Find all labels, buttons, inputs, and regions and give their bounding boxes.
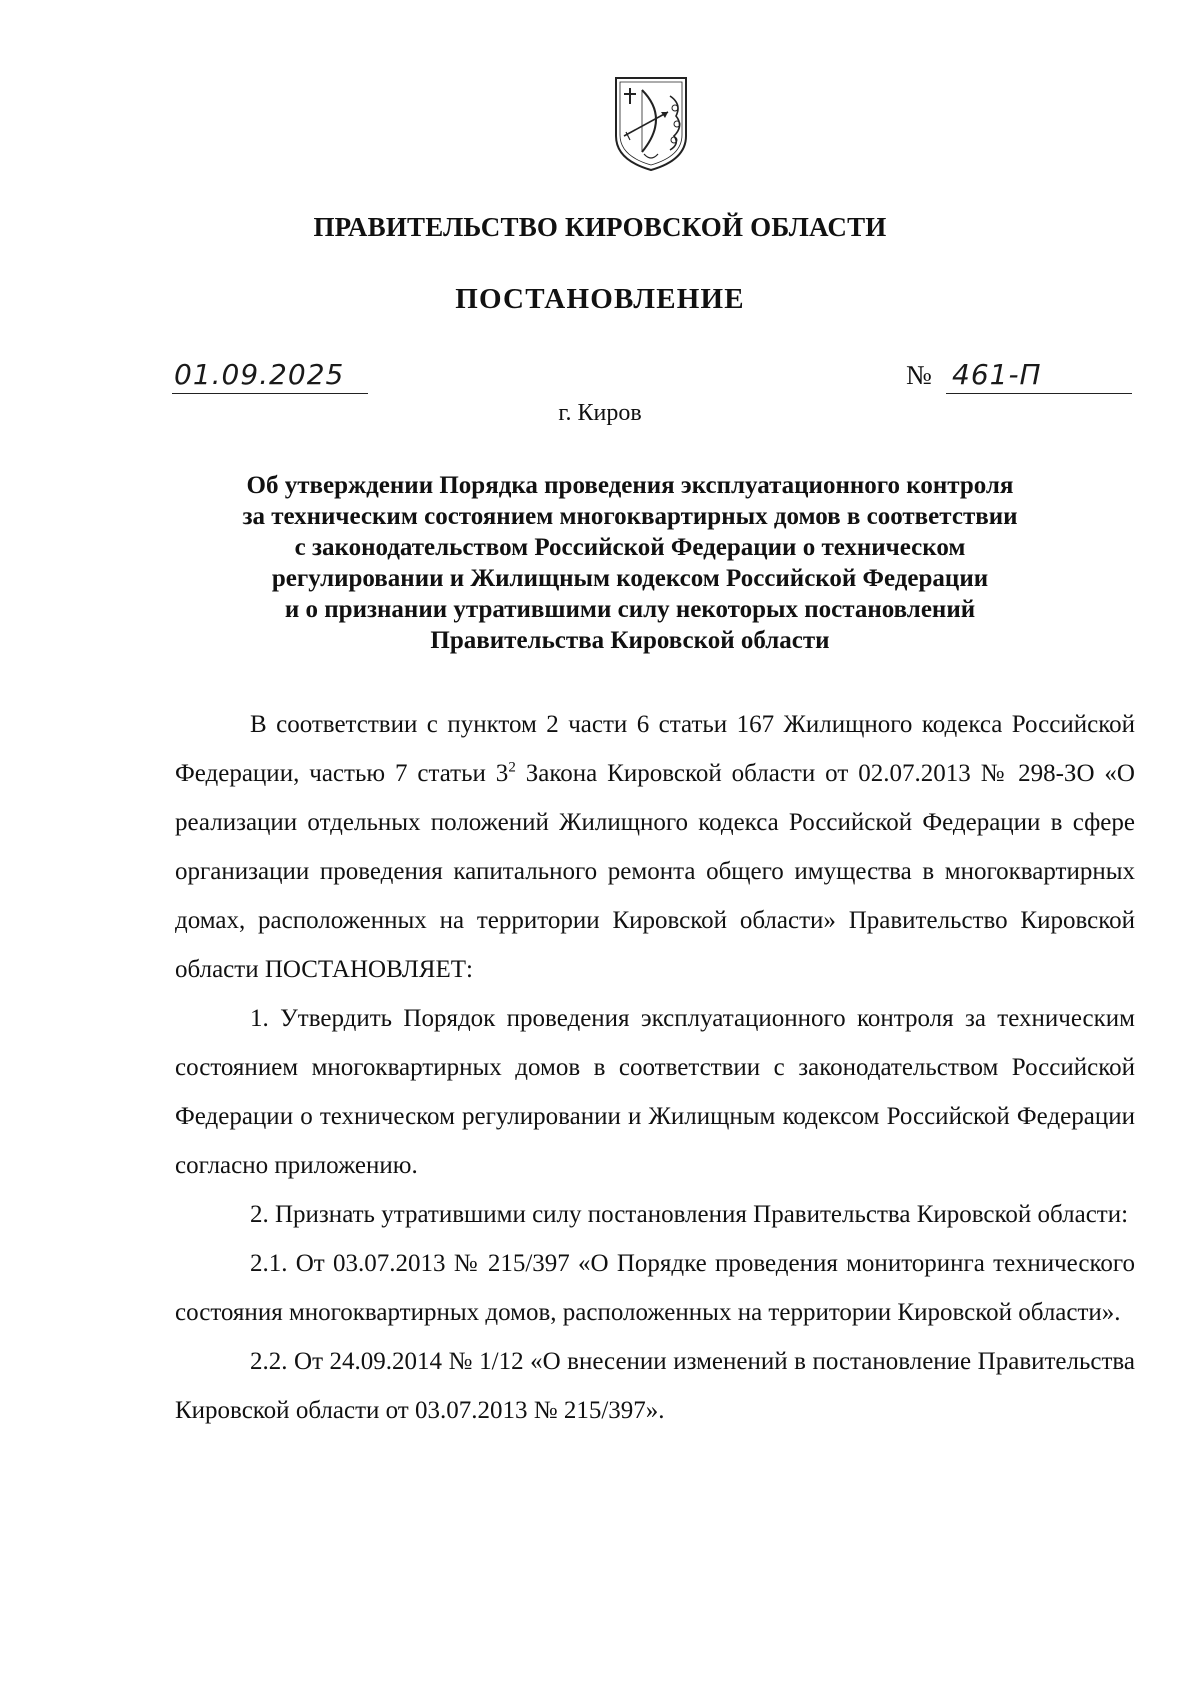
document-subject	[170, 470, 1090, 656]
preamble-text-part1: В соответствии с пунктом 2 части 6 статьи 167 Жилищного кодекса Российской Федерации, частью 7 статьи 3	[175, 711, 1135, 787]
subject-line: Правительства Кировской области	[430, 627, 830, 654]
document-body	[175, 700, 1135, 1435]
subject-line: регулировании и Жилищным кодексом Российской Федерации	[271, 565, 989, 592]
organization-title: ПРАВИТЕЛЬСТВО КИРОВСКОЙ ОБЛАСТИ	[313, 212, 887, 242]
number-sign: №	[906, 360, 932, 390]
item-paragraph: 2.2. От 24.09.2014 № 1/12 «О внесении изменений в постановление Правительства Кировской области от 03.07.2013 № 215/397».	[175, 1348, 1135, 1424]
document-date-field	[172, 357, 368, 394]
preamble-paragraph	[175, 700, 1135, 994]
document-number-field	[946, 357, 1132, 394]
subject-line: за техническим состоянием многоквартирных домов в соответствии	[242, 503, 1018, 530]
preamble-text-part2: Закона Кировской области от 02.07.2013 № 298-ЗО «О реализации отдельных положений Жилищного кодекса Российской Федерации в сфере организации проведения капитального ремонта общего имущества в многоквартирных домах, расположенных на территории Кировской области» Правительство Кировской области ПОСТАНОВЛЯЕТ:	[175, 760, 1135, 983]
document-type-heading: ПОСТАНОВЛЕНИЕ	[455, 283, 745, 315]
subject-line: и о признании утратившими силу некоторых постановлений	[284, 596, 976, 623]
subject-line: Об утверждении Порядка проведения эксплуатационного контроля	[246, 472, 1014, 499]
preamble-superscript: 2	[508, 759, 516, 776]
subject-line: с законодательством Российской Федерации о техническом	[294, 534, 966, 561]
item-paragraph: 1. Утвердить Порядок проведения эксплуатационного контроля за техническим состоянием многоквартирных домов в соответствии с законодательством Российской Федерации о техническом регулировании и Жилищным кодексом Российской Федерации согласно приложению.	[175, 1005, 1135, 1179]
item-paragraph: 2. Признать утратившими силу постановления Правительства Кировской области:	[250, 1201, 1129, 1228]
coat-of-arms-emblem	[612, 74, 690, 174]
document-number: 461-П	[952, 358, 1042, 391]
city-location: г. Киров	[558, 400, 642, 426]
document-date: 01.09.2025	[174, 358, 345, 391]
item-paragraph: 2.1. От 03.07.2013 № 215/397 «О Порядке проведения мониторинга технического состояния многоквартирных домов, расположенных на территории Кировской области».	[175, 1250, 1135, 1326]
